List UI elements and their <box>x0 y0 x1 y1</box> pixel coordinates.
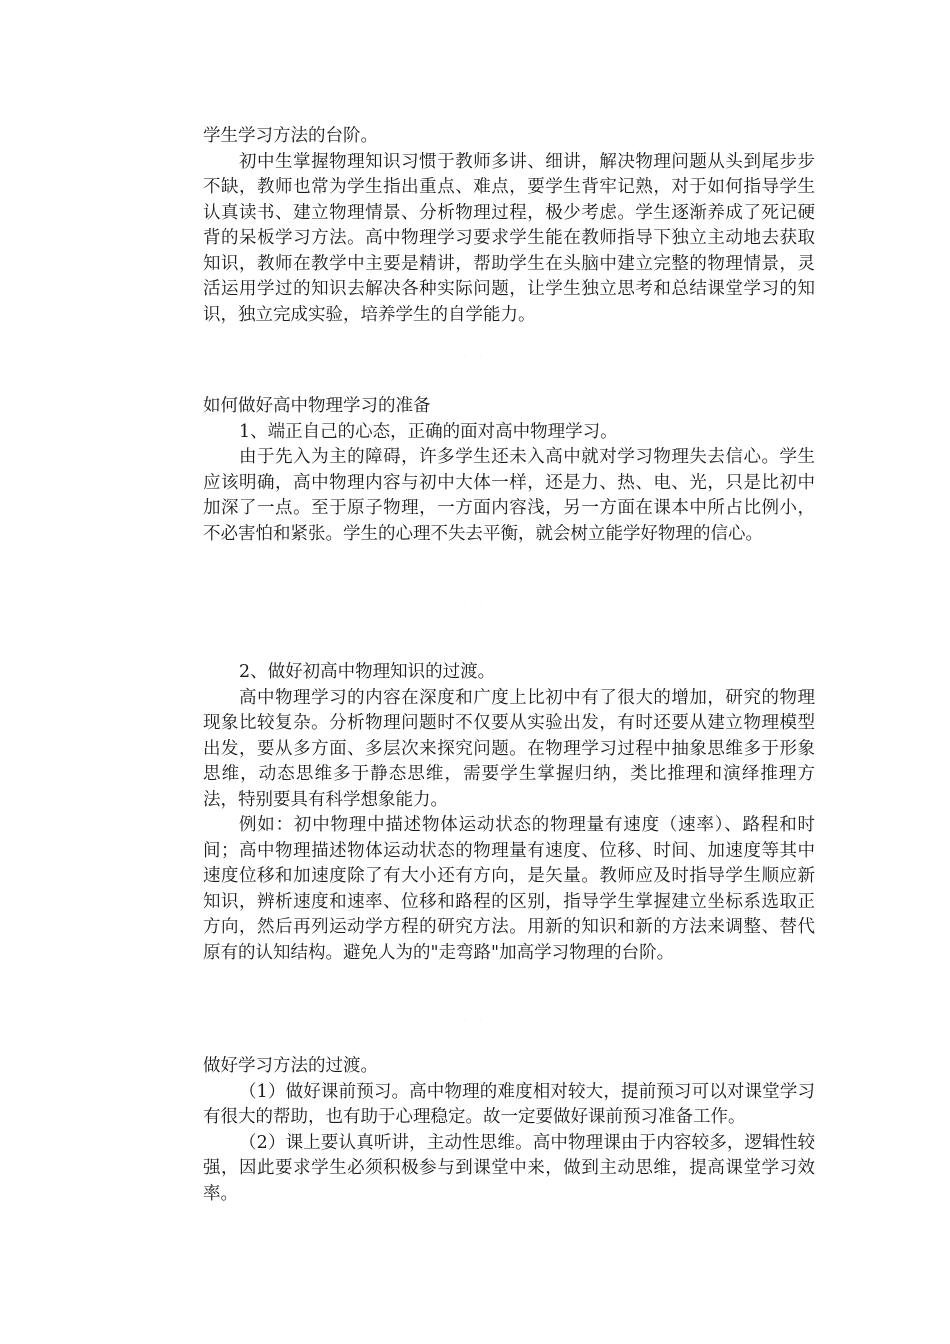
faint-marker: · · <box>463 350 487 363</box>
section-preparation <box>203 394 815 547</box>
section-heading: 如何做好高中物理学习的准备 <box>203 396 431 416</box>
paragraph: 例如：初中物理中描述物体运动状态的物理量有速度（速率）、路程和时间；高中物理描述物体运动状态的物理量有速度、位移、时间、加速度等其中速度位移和加速度除了有大小还有方向，是矢量。教师应及时指导学生顺应新知识，辨析速度和速率、位移和路程的区别，指导学生掌握建立坐标系选取正方向，然后再列运动学方程的研究方法。用新的知识和新的方法来调整、替代原有的认知结构。避免人为的"走弯路"加高学习物理的台阶。 <box>203 815 815 963</box>
paragraph: 初中生掌握物理知识习惯于教师多讲、细讲，解决物理问题从头到尾步步不缺，教师也常为学生指出重点、难点，要学生背牢记熟，对于如何指导学生认真读书、建立物理情景、分析物理过程，极少考虑。学生逐渐养成了死记硬背的呆板学习方法。高中物理学习要求学生能在教师指导下独立主动地去获取知识，教师在教学中主要是精讲，帮助学生在头脑中建立完整的物理情景，灵活运用学过的知识去解决各种实际问题，让学生独立思考和总结课堂学习的知识，独立完成实验，培养学生的自学能力。 <box>203 151 815 325</box>
paragraph: （1）做好课前预习。高中物理的难度相对较大，提前预习可以对课堂学习有很大的帮助，也有助于心理稳定。故一定要做好课前预习准备工作。 <box>203 1081 815 1127</box>
paragraph: 学生学习方法的台阶。 <box>203 126 378 146</box>
section-knowledge-transition <box>203 660 815 966</box>
paragraph: 高中物理学习的内容在深度和广度上比初中有了很大的增加，研究的物理现象比较复杂。分析物理问题时不仅要从实验出发，有时还要从建立物理模型出发，要从多方面、多层次来探究问题。在物理学习过程中抽象思维多于形象思维，动态思维多于静态思维，需要学生掌握归纳，类比推理和演绎推理方法，特别要具有科学想象能力。 <box>203 687 815 810</box>
section-method-transition <box>203 1054 815 1207</box>
paragraph: 2、做好初高中物理知识的过渡。 <box>239 662 496 682</box>
faint-marker: · · <box>463 1014 487 1027</box>
section-heading: 做好学习方法的过渡。 <box>203 1056 378 1076</box>
section-study-methods-intro <box>203 124 815 328</box>
faint-marker: · · <box>463 596 487 609</box>
paragraph: （2）课上要认真听讲，主动性思维。高中物理课由于内容较多，逻辑性较强，因此要求学生必须积极参与到课堂中来，做到主动思维，提高课堂学习效率。 <box>203 1132 815 1204</box>
paragraph: 1、端正自己的心态，正确的面对高中物理学习。 <box>239 421 618 442</box>
paragraph: 由于先入为主的障碍，许多学生还未入高中就对学习物理失去信心。学生应该明确，高中物理内容与初中大体一样，还是力、热、电、光，只是比初中加深了一点。至于原子物理，一方面内容浅，另一方面在课本中所占比例小，不必害怕和紧张。学生的心理不失去平衡，就会树立能学好物理的信心。 <box>203 447 815 544</box>
